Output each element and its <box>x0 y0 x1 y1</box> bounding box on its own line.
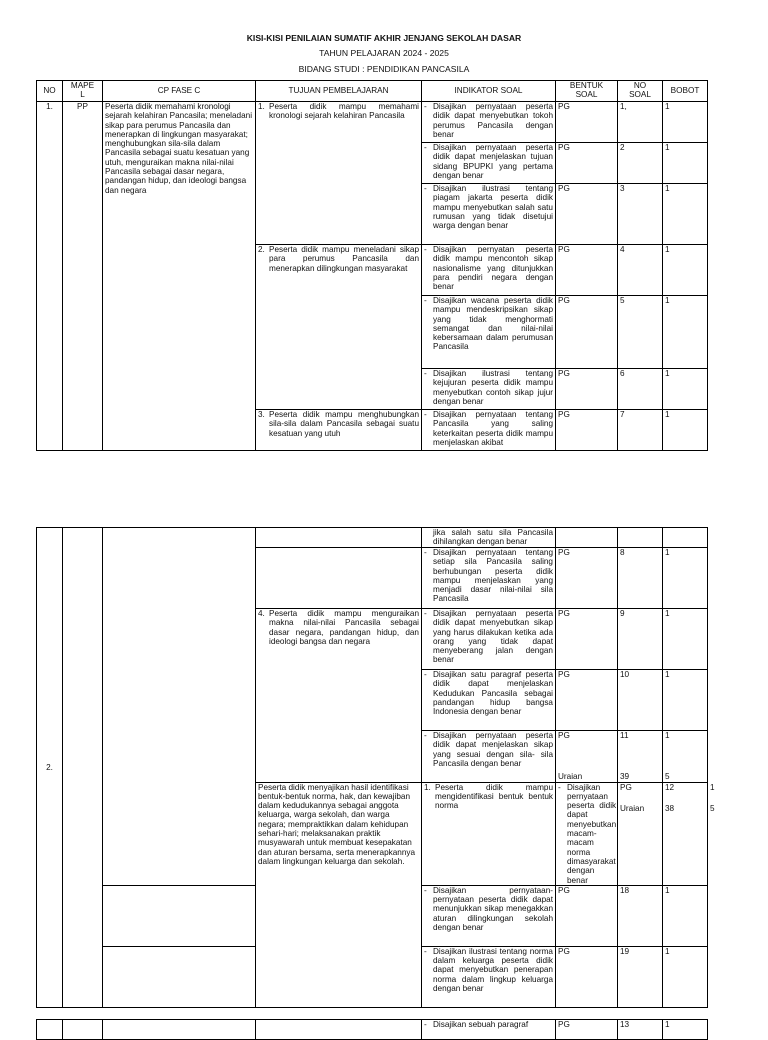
cp-cell <box>103 528 256 886</box>
no-soal-cell: 3 <box>618 184 663 245</box>
no-soal-cell <box>618 528 663 548</box>
indikator-cell: - Disajikan wacana peserta didik mampu mendeskripsikan sikap yang tidak menghormati semangat dan nilai-nilai kebersamaan dalam perumusan Pancasila <box>422 296 556 369</box>
bentuk-soal-cell: PG <box>556 410 618 451</box>
subject-line: BIDANG STUDI : PENDIDIKAN PANCASILA <box>298 64 470 74</box>
indikator-cell: - Disajikan ilustrasi tentang kejujuran peserta didik mampu menyebutkan contoh sikap jujur dengan benar <box>422 369 556 410</box>
header-no: NO <box>37 81 63 102</box>
bobot-cell: 1 <box>663 143 708 184</box>
bobot-cell: 1 <box>663 609 708 670</box>
row-number <box>37 1020 63 1040</box>
no-soal-cell: 6 <box>618 369 663 410</box>
bobot-cell: 1 <box>663 369 708 410</box>
no-soal-cell: 7 <box>618 410 663 451</box>
bentuk-soal-cell: PG <box>556 1020 618 1040</box>
row-number: 1. <box>37 102 63 451</box>
no-soal-cell: 2 <box>618 143 663 184</box>
cp-cell-2: Peserta didik menyajikan hasil identifikasi bentuk-bentuk norma, hak, dan kewajiban dalam kedudukannya sebagai anggota keluarga, warga sekolah, dan warga negara; mempraktikkan dalam kehidupan sehari-hari; melaksanakan praktik musyawarah untuk membuat kesepakatan dan aturan bersama, serta menerapkannya dalam lingkungan keluarga dan sekolah. <box>256 782 422 1007</box>
indikator-cell: - Disajikan pernyataan tentang setiap sila Pancasila saling berhubungan peserta didik mampu menjelaskan yang menjadi dasar nilai-nilai sila Pancasila <box>422 548 556 609</box>
no-soal-cell: 8 <box>618 548 663 609</box>
no-soal-cell: 13 <box>618 1020 663 1040</box>
header-bobot: BOBOT <box>663 81 708 102</box>
kisi-kisi-table-page-1 <box>36 80 707 451</box>
header-cp: CP FASE C <box>103 81 256 102</box>
bobot-cell: 1 <box>663 410 708 451</box>
no-soal-cell: 5 <box>618 296 663 369</box>
bobot-cell: 1 5 <box>663 731 708 783</box>
table-row <box>37 102 708 143</box>
cp-cell <box>103 1020 256 1040</box>
indikator-cell: - Disajikan pernyataan peserta didik dapat menyebutkan sikap yang harus dilakukan ketika ada orang yang tidak dapat menyeberang jalan dengan benar <box>422 609 556 670</box>
mapel-cell <box>63 528 103 1008</box>
header-tujuan: TUJUAN PEMBELAJARAN <box>256 81 422 102</box>
bentuk-soal-cell: PG <box>556 885 618 946</box>
bobot-cell <box>663 528 708 548</box>
tujuan-cell: 2. Peserta didik mampu meneladani sikap para perumus Pancasila dan menerapkan dilingkungan masyarakat <box>256 245 422 410</box>
bentuk-soal-cell: PG <box>556 184 618 245</box>
header-indikator: INDIKATOR SOAL <box>422 81 556 102</box>
bobot-cell: 1 <box>663 946 708 1007</box>
no-soal-cell: 4 <box>618 245 663 296</box>
no-soal-cell: 19 <box>618 946 663 1007</box>
tujuan-cell: 1. Peserta didik mampu memahami kronologi sejarah kelahiran Pancasila <box>256 102 422 245</box>
document-title: KISI-KISI PENILAIAN SUMATIF AKHIR JENJANG SEKOLAH DASAR <box>246 33 522 43</box>
cp-cell: Peserta didik memahami kronologi sejarah kelahiran Pancasila; meneladani sikap para perumus Pancasila dan menerapkan di lingkungan masyarakat; menghubungkan sila-sila dalam Pancasila sebagai suatu kesatuan yang utuh, menguraikan makna nilai-nilai Pancasila sebagai dasar negara, pandangan hidup, dan ideologi bangsa dan negara <box>103 102 256 451</box>
table-row: Peserta didik menyajikan hasil identifikasi bentuk-bentuk norma, hak, dan kewajiban dalam kedudukannya sebagai anggota keluarga, warga sekolah, dan warga negara; mempraktikkan dalam kehidupan sehari-hari; melaksanakan praktik musyawarah untuk membuat kesepakatan dan aturan bersama, serta menerapkannya dalam lingkungan keluarga dan sekolah. 1. Peserta didik mampu mengidentifikasi bentuk bentuk norma - Disajikan pernyataan peserta didik dapat menyebutkan macam-macam norma dimasyarakat dengan benar PG Uraian 12 38 1 5 <box>37 782 708 885</box>
kisi-kisi-table-page-3 <box>36 1019 707 1040</box>
indikator-cell: - Disajikan ilustrasi tentang piagam jakarta peserta didik mampu menyebutkan salah satu rumusan yang tidak disetujui warga dengan benar <box>422 184 556 245</box>
bobot-cell: 1 <box>663 245 708 296</box>
indikator-cell: - Disajikan pernyataan peserta didik dapat menyebutkan tokoh perumus Pancasila dengan benar <box>422 102 556 143</box>
bentuk-soal-cell: PG <box>556 670 618 731</box>
bobot-cell: 1 <box>663 1020 708 1040</box>
mapel-cell <box>63 1020 103 1040</box>
indikator-cell: - Disajikan pernyataan peserta didik dapat menjelaskan tujuan sidang BPUPKI yang pertama dengan benar <box>422 143 556 184</box>
bentuk-soal-cell: PG <box>556 102 618 143</box>
bentuk-soal-cell: PG <box>556 296 618 369</box>
bobot-cell: 1 <box>663 184 708 245</box>
indikator-cell: - Disajikan pernyatan peserta didik mampu mencontoh sikap nasionalisme yang ditunjukkan para pendiri negara dengan benar <box>422 245 556 296</box>
no-soal-cell: 12 38 <box>663 782 708 885</box>
tujuan-cell: 1. Peserta didik mampu mengidentifikasi bentuk bentuk norma <box>422 782 556 885</box>
header-mapel: MAPE L <box>63 81 103 102</box>
no-soal-cell: 11 39 <box>618 731 663 783</box>
indikator-cell: - Disajikan pernyataan peserta didik dapat menyebutkan macam-macam norma dimasyarakat dengan benar <box>556 782 618 885</box>
bobot-cell: 1 <box>663 670 708 731</box>
bentuk-soal-cell: PG <box>556 548 618 609</box>
tujuan-cell <box>103 885 256 946</box>
indikator-cell: - Disajikan pernyataan-pernyataan peserta didik dapat menunjukkan sikap menegakkan aturan dilingkungan sekolah dengan benar <box>422 885 556 946</box>
bentuk-soal-cell <box>556 528 618 548</box>
bobot-cell: 1 <box>663 548 708 609</box>
table-header-row <box>37 81 708 102</box>
indikator-cell: - Disajikan satu paragraf peserta didik dapat menjelaskan Kedudukan Pancasila sebagai pandangan hidup bangsa Indonesia dengan benar <box>422 670 556 731</box>
no-soal-cell: 10 <box>618 670 663 731</box>
mapel-cell: PP <box>63 102 103 451</box>
bentuk-soal-cell: PG Uraian <box>618 782 663 885</box>
bentuk-soal-cell: PG <box>556 609 618 670</box>
table-row <box>37 528 708 548</box>
no-soal-cell: 1, <box>618 102 663 143</box>
bentuk-soal-cell: PG <box>556 946 618 1007</box>
bentuk-soal-cell: PG <box>556 143 618 184</box>
tujuan-cell <box>256 548 422 609</box>
indikator-cell: - Disajikan sebuah paragraf <box>422 1020 556 1040</box>
bobot-cell: 1 <box>663 885 708 946</box>
kisi-kisi-table-page-2 <box>36 527 715 1008</box>
tujuan-cell: 4. Peserta didik mampu menguraikan makna nilai-nilai Pancasila sebagai dasar negara, pandangan hidup, dan ideologi bangsa dan negara <box>256 609 422 783</box>
no-soal-cell: 18 <box>618 885 663 946</box>
indikator-cell: jika salah satu sila Pancasila dihilangkan dengan benar <box>422 528 556 548</box>
indikator-cell: - Disajikan ilustrasi tentang norma dalam keluarga peserta didik dapat menyebutkan penerapan norma dalam lingkup keluarga dengan benar <box>422 946 556 1007</box>
bentuk-soal-cell: PG Uraian <box>556 731 618 783</box>
indikator-cell: - Disajikan pernyataan peserta didik dapat menjelaskan sikap yang sesuai dengan sila- sila Pancasila dengan benar <box>422 731 556 783</box>
tujuan-cell: 3. Peserta didik mampu menghubungkan sila-sila dalam Pancasila sebagai suatu kesatuan yang utuh <box>256 410 422 451</box>
table-row <box>37 1020 708 1040</box>
no-soal-cell: 9 <box>618 609 663 670</box>
indikator-cell: - Disajikan pernyataan tentang Pancasila yang saling keterkaitan peserta didik mampu menjelaskan akibat <box>422 410 556 451</box>
bobot-cell: 1 <box>663 102 708 143</box>
bobot-cell: 1 <box>663 296 708 369</box>
header-bentuk-soal: BENTUK SOAL <box>556 81 618 102</box>
bentuk-soal-cell: PG <box>556 369 618 410</box>
tujuan-cell <box>256 528 422 548</box>
bentuk-soal-cell: PG <box>556 245 618 296</box>
header-no-soal: NO SOAL <box>618 81 663 102</box>
academic-year: TAHUN PELAJARAN 2024 - 2025 <box>319 48 449 58</box>
row-number: 2. <box>37 528 63 1008</box>
tujuan-cell <box>103 946 256 1007</box>
tujuan-cell <box>256 1020 422 1040</box>
